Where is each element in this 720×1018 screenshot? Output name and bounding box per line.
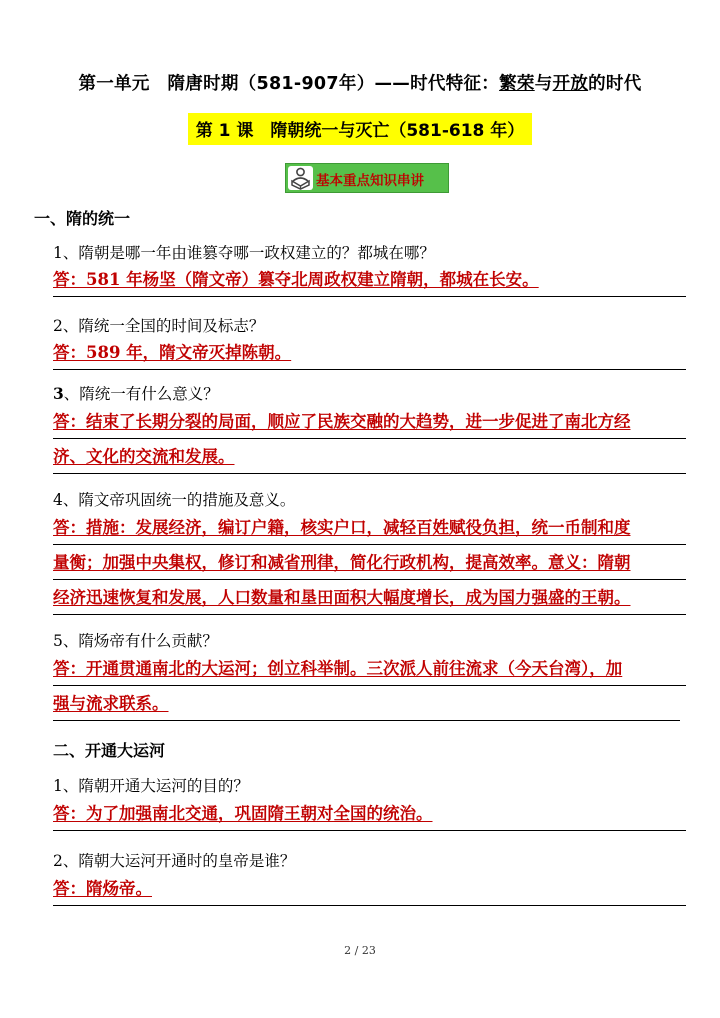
question-canal-1: 1、隋朝开通大运河的目的？ xyxy=(53,777,249,795)
unit-title-underlined-1: 繁荣 xyxy=(499,74,535,94)
answer-canal-1 xyxy=(53,796,686,831)
answer-line: 答：措施：发展经济，编订户籍，核实户口，减轻百姓赋役负担，统一币制和度 xyxy=(53,510,686,545)
answer-line: 答：为了加强南北交通，巩固隋王朝对全国的统治。 xyxy=(53,796,686,831)
answer-4 xyxy=(53,510,686,615)
section-heading-sui-unification: 一、隋的统一 xyxy=(34,209,131,228)
question-number: 3 xyxy=(53,384,64,403)
answer-2 xyxy=(53,335,686,370)
answer-line: 答：结束了长期分裂的局面，顺应了民族交融的大趋势，进一步促进了南北方经 xyxy=(53,404,686,439)
answer-line: 强与流求联系。 xyxy=(53,686,680,721)
question-1: 1、隋朝是哪一年由谁篡夺哪一政权建立的？都城在哪？ xyxy=(53,244,435,262)
answer-line: 答：开通贯通南北的大运河；创立科举制。三次派人前往流求（今天台湾），加 xyxy=(53,651,686,686)
lesson-title: 第 1 课 隋朝统一与灭亡（581-618 年） xyxy=(188,113,533,145)
unit-title-underlined-2: 开放 xyxy=(552,74,589,94)
question-5: 5、隋炀帝有什么贡献？ xyxy=(53,632,218,650)
reading-person-icon xyxy=(288,166,313,190)
unit-title-mid: 与 xyxy=(534,74,553,94)
answer-canal-2 xyxy=(53,871,686,906)
unit-title xyxy=(0,70,720,95)
answer-1 xyxy=(53,262,686,297)
question-canal-2: 2、隋朝大运河开通时的皇帝是谁？ xyxy=(53,852,296,870)
question-text: 、隋统一有什么意义？ xyxy=(63,385,219,403)
answer-line: 答：589 年，隋文帝灭掉陈朝。 xyxy=(53,335,686,370)
answer-line: 经济迅速恢复和发展，人口数量和垦田面积大幅度增长，成为国力强盛的王朝。 xyxy=(53,580,686,615)
question-3 xyxy=(53,382,219,404)
answer-line: 答：隋炀帝。 xyxy=(53,871,686,906)
question-4: 4、隋文帝巩固统一的措施及意义。 xyxy=(53,491,296,509)
unit-title-prefix: 第一单元 隋唐时期（581-907年）——时代特征： xyxy=(78,74,500,94)
badge-label: 基本重点知识串讲 xyxy=(316,173,424,189)
section-heading-grand-canal: 二、开通大运河 xyxy=(53,741,166,760)
question-2: 2、隋统一全国的时间及标志？ xyxy=(53,317,265,335)
answer-3 xyxy=(53,404,686,474)
answer-line: 答：581 年杨坚（隋文帝）篡夺北周政权建立隋朝，都城在长安。 xyxy=(53,262,686,297)
answer-5 xyxy=(53,651,686,721)
answer-line: 量衡；加强中央集权，修订和减省刑律，简化行政机构，提高效率。意义：隋朝 xyxy=(53,545,686,580)
lesson-title-wrap xyxy=(0,113,720,145)
unit-title-suffix: 的时代 xyxy=(588,74,642,94)
key-points-badge xyxy=(285,163,449,193)
answer-line: 济、文化的交流和发展。 xyxy=(53,439,686,474)
page-number: 2 / 23 xyxy=(344,944,376,957)
